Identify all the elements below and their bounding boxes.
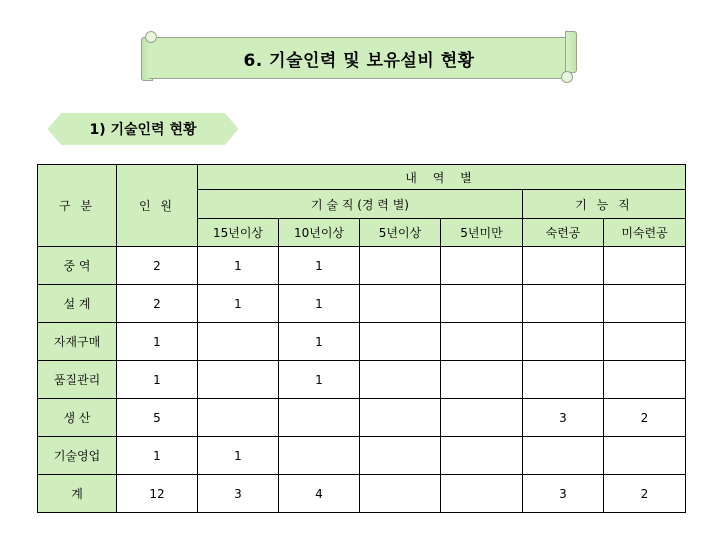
table-row	[38, 361, 686, 399]
section-heading	[48, 113, 238, 145]
table-cell	[360, 247, 441, 285]
table-cell	[360, 475, 441, 513]
table-row	[38, 247, 686, 285]
table-cell	[604, 361, 686, 399]
row-label: 자재구매	[38, 323, 117, 361]
table-cell: 1	[279, 323, 360, 361]
header-sub: 5년미만	[441, 219, 523, 247]
table-cell	[604, 323, 686, 361]
table-cell	[441, 437, 523, 475]
table-cell	[441, 285, 523, 323]
table-cell: 1	[279, 361, 360, 399]
table-cell	[279, 399, 360, 437]
title-banner	[141, 37, 577, 79]
table-cell	[441, 247, 523, 285]
table-cell	[604, 247, 686, 285]
header-sub: 5년이상	[360, 219, 441, 247]
table-cell	[279, 437, 360, 475]
banner-title: 6. 기술인력 및 보유설비 현황	[149, 37, 569, 79]
row-label: 설 계	[38, 285, 117, 323]
table-cell	[523, 323, 604, 361]
table-cell	[360, 399, 441, 437]
row-total: 5	[117, 399, 198, 437]
table-cell: 1	[279, 285, 360, 323]
header-category: 구 분	[38, 165, 117, 247]
header-sub: 숙련공	[523, 219, 604, 247]
header-sub: 미숙련공	[604, 219, 686, 247]
table-cell	[198, 323, 279, 361]
table-row	[38, 323, 686, 361]
table-row	[38, 399, 686, 437]
row-total: 12	[117, 475, 198, 513]
table-cell: 3	[523, 475, 604, 513]
scroll-curl-top	[145, 31, 157, 43]
row-label: 기술영업	[38, 437, 117, 475]
table-cell	[198, 399, 279, 437]
table-cell	[360, 361, 441, 399]
row-total: 1	[117, 361, 198, 399]
table-cell	[604, 437, 686, 475]
table-cell: 3	[198, 475, 279, 513]
header-headcount: 인 원	[117, 165, 198, 247]
table-cell: 1	[279, 247, 360, 285]
row-label: 중 역	[38, 247, 117, 285]
header-technical: 기 술 직 (경 력 별)	[198, 190, 523, 219]
table-cell: 3	[523, 399, 604, 437]
scroll-right-roll	[565, 31, 577, 73]
table-cell	[441, 399, 523, 437]
header-row-1	[38, 165, 686, 190]
table-cell	[198, 361, 279, 399]
section-title: 1) 기술인력 현황	[89, 122, 197, 138]
row-total: 1	[117, 437, 198, 475]
table-cell	[604, 285, 686, 323]
table-cell	[523, 247, 604, 285]
header-sub: 15년이상	[198, 219, 279, 247]
table-cell	[441, 475, 523, 513]
table-cell: 2	[604, 399, 686, 437]
row-total: 1	[117, 323, 198, 361]
header-breakdown: 내 역 별	[198, 165, 686, 190]
table-cell	[523, 285, 604, 323]
table-cell: 1	[198, 285, 279, 323]
header-skilled: 기 능 직	[523, 190, 686, 219]
table-cell: 4	[279, 475, 360, 513]
table-cell	[441, 323, 523, 361]
table-row	[38, 285, 686, 323]
row-label: 계	[38, 475, 117, 513]
header-sub: 10년이상	[279, 219, 360, 247]
table-cell	[360, 285, 441, 323]
row-label: 생 산	[38, 399, 117, 437]
row-label: 품질관리	[38, 361, 117, 399]
row-total: 2	[117, 285, 198, 323]
scroll-curl-bottom	[561, 71, 573, 83]
table-cell	[441, 361, 523, 399]
table-cell: 2	[604, 475, 686, 513]
table-cell	[360, 437, 441, 475]
table-total-row	[38, 475, 686, 513]
table-cell: 1	[198, 247, 279, 285]
table-cell	[523, 437, 604, 475]
table-cell	[360, 323, 441, 361]
table-row	[38, 437, 686, 475]
row-total: 2	[117, 247, 198, 285]
staff-table	[37, 164, 686, 513]
table-cell: 1	[198, 437, 279, 475]
table-cell	[523, 361, 604, 399]
